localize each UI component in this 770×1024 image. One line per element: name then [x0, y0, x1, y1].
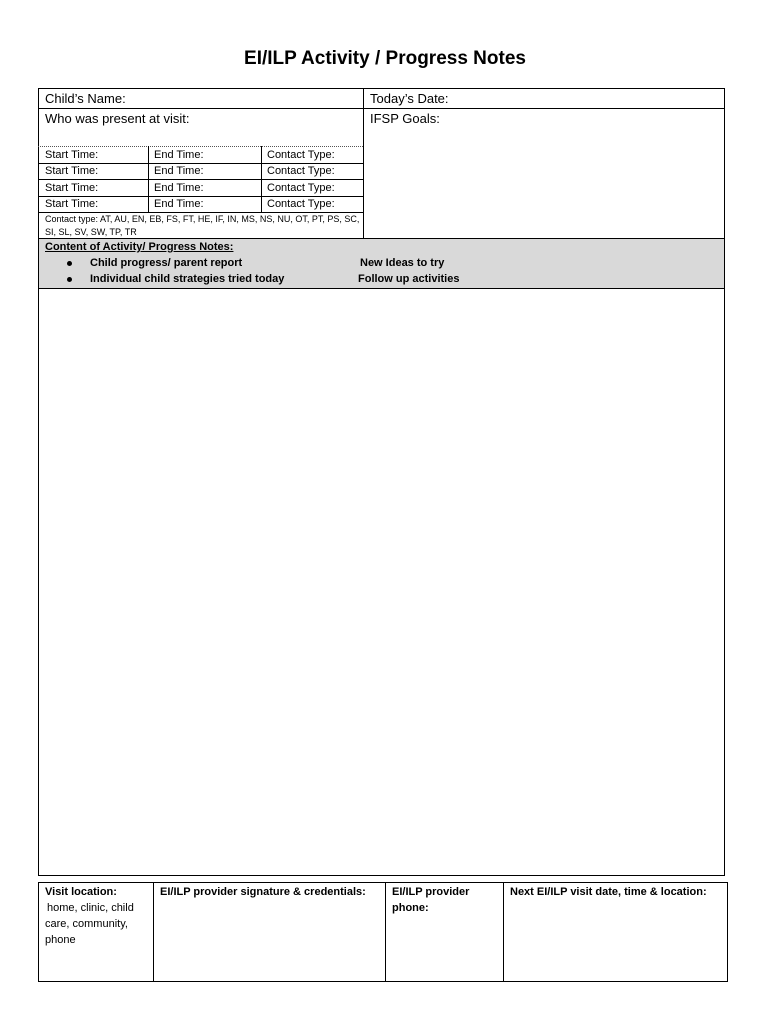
progress-notes-area[interactable]	[39, 289, 724, 875]
contact-type-field[interactable]: Contact Type:	[267, 198, 335, 210]
visit-location-detail: care, community,	[45, 918, 128, 930]
bullet-icon	[67, 277, 72, 282]
end-time-field[interactable]: End Time:	[154, 165, 204, 177]
childs-name-field[interactable]: Child’s Name:	[45, 91, 126, 106]
end-time-field[interactable]: End Time:	[154, 149, 204, 161]
provider-phone-label: phone:	[392, 902, 429, 914]
next-visit-field[interactable]	[510, 884, 724, 900]
who-present-field[interactable]: Who was present at visit:	[45, 111, 190, 126]
follow-up-label: Follow up activities	[358, 273, 460, 285]
next-visit-label: Next EI/ILP visit date, time & location:	[510, 886, 707, 898]
time-grid-top-border	[38, 146, 363, 147]
new-ideas-label: New Ideas to try	[360, 257, 445, 269]
footer-col-divider	[503, 882, 504, 982]
provider-signature-field[interactable]	[160, 884, 382, 900]
footer-col-divider	[385, 882, 386, 982]
header-column-divider	[363, 88, 364, 239]
visit-location-detail: phone	[45, 934, 76, 946]
todays-date-field[interactable]: Today’s Date:	[370, 91, 449, 106]
provider-phone-field[interactable]	[392, 884, 500, 916]
time-grid-line	[38, 212, 363, 213]
content-heading: Content of Activity/ Progress Notes:	[45, 241, 234, 253]
start-time-field[interactable]: Start Time:	[45, 182, 99, 194]
visit-location-detail: home, clinic, child	[47, 902, 134, 914]
end-time-field[interactable]: End Time:	[154, 198, 204, 210]
visit-location-label: Visit location:	[45, 886, 117, 898]
contact-type-legend: Contact type: AT, AU, EN, EB, FS, FT, HE, IF, IN, MS, NS, NU, OT, PT, PS, SC,	[45, 214, 360, 224]
end-time-field[interactable]: End Time:	[154, 182, 204, 194]
content-header-top-border	[38, 238, 725, 239]
provider-signature-label: EI/ILP provider signature & credentials:	[160, 886, 366, 898]
bullet-item: Child progress/ parent report	[90, 257, 243, 269]
ifsp-goals-field[interactable]: IFSP Goals:	[370, 111, 440, 126]
time-grid-line	[38, 179, 363, 180]
page-title: EI/ILP Activity / Progress Notes	[244, 48, 526, 69]
contact-type-field[interactable]: Contact Type:	[267, 165, 335, 177]
visit-location-field[interactable]	[45, 884, 149, 948]
start-time-field[interactable]: Start Time:	[45, 198, 99, 210]
provider-phone-label: EI/ILP provider	[392, 886, 470, 898]
bullet-icon	[67, 261, 72, 266]
time-grid-line	[38, 163, 363, 164]
contact-type-field[interactable]: Contact Type:	[267, 149, 335, 161]
contact-type-field[interactable]: Contact Type:	[267, 182, 335, 194]
start-time-field[interactable]: Start Time:	[45, 165, 99, 177]
footer-col-divider	[153, 882, 154, 982]
time-grid-col-divider	[148, 146, 149, 212]
contact-type-legend-cont: SI, SL, SV, SW, TP, TR	[45, 227, 137, 237]
bullet-item: Individual child strategies tried today	[90, 273, 285, 285]
header-divider	[38, 108, 725, 109]
time-grid-col-divider	[261, 146, 262, 212]
start-time-field[interactable]: Start Time:	[45, 149, 99, 161]
time-grid-line	[38, 196, 363, 197]
